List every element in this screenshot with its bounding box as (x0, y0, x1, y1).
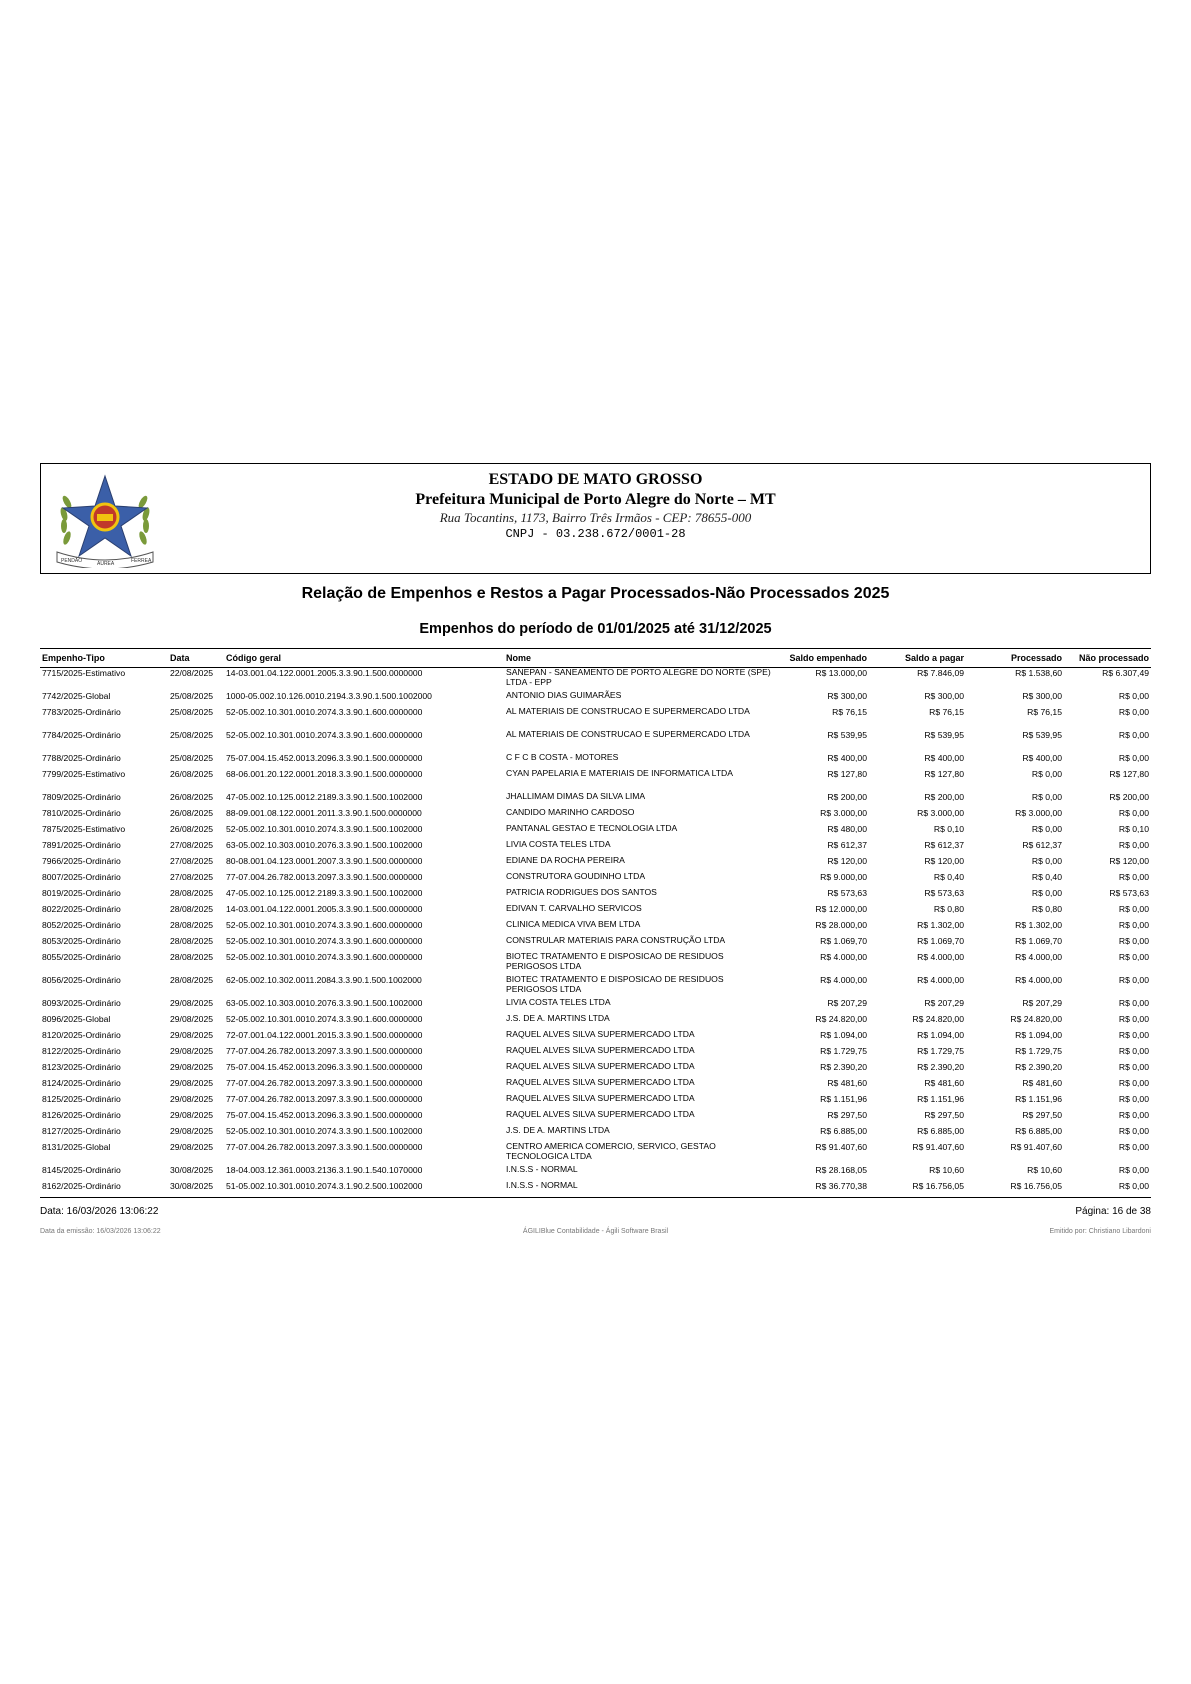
cell-saldo-empenhado: R$ 91.407,60 (815, 1142, 867, 1152)
table-row (40, 1165, 1151, 1181)
cell-data: 25/08/2025 (170, 691, 214, 701)
table-row (40, 824, 1151, 840)
cell-nao-processado: R$ 0,00 (1118, 1126, 1149, 1136)
column-header-saldo-empenhado: Saldo empenhado (774, 649, 869, 668)
cell-saldo-empenhado: R$ 300,00 (827, 691, 867, 701)
cell-nome: J.S. DE A. MARTINS LTDA (506, 1013, 610, 1023)
cell-empenho: 8123/2025-Ordinário (42, 1062, 121, 1072)
cell-data: 28/08/2025 (170, 936, 214, 946)
table-row (40, 1062, 1151, 1078)
cell-nao-processado: R$ 0,00 (1118, 998, 1149, 1008)
cell-codigo: 52-05.002.10.301.0010.2074.3.3.90.1.600.0000000 (226, 920, 423, 930)
cell-nao-processado: R$ 0,00 (1118, 1046, 1149, 1056)
table-row (40, 840, 1151, 856)
prefeitura-cnpj: CNPJ - 03.238.672/0001-28 (505, 527, 686, 541)
cell-nao-processado: R$ 120,00 (1109, 856, 1149, 866)
cell-empenho: 8019/2025-Ordinário (42, 888, 121, 898)
column-header-empenho: Empenho-Tipo (40, 649, 168, 668)
cell-empenho: 8055/2025-Ordinário (42, 952, 121, 962)
cell-saldo-pagar: R$ 3.000,00 (917, 808, 964, 818)
cell-data: 25/08/2025 (170, 707, 214, 717)
cell-processado: R$ 2.390,20 (1015, 1062, 1062, 1072)
cell-codigo: 75-07.004.15.452.0013.2096.3.3.90.1.500.0000000 (226, 1062, 423, 1072)
cell-empenho: 8124/2025-Ordinário (42, 1078, 121, 1088)
cell-saldo-empenhado: R$ 400,00 (827, 753, 867, 763)
cell-codigo: 62-05.002.10.302.0011.2084.3.3.90.1.500.1002000 (226, 975, 422, 985)
cell-codigo: 52-05.002.10.301.0010.2074.3.3.90.1.600.0000000 (226, 707, 423, 717)
table-row (40, 936, 1151, 952)
cell-nao-processado: R$ 0,00 (1118, 920, 1149, 930)
cell-processado: R$ 16.756,05 (966, 1181, 1064, 1198)
prefeitura-name: Prefeitura Municipal de Porto Alegre do Norte – MT (415, 491, 776, 508)
cell-nome: RAQUEL ALVES SILVA SUPERMERCADO LTDA (506, 1077, 695, 1087)
cell-codigo: 88-09.001.08.122.0001.2011.3.3.90.1.500.0000000 (226, 808, 422, 818)
cell-saldo-empenhado: R$ 1.094,00 (820, 1030, 867, 1040)
cell-empenho: 8053/2025-Ordinário (42, 936, 121, 946)
cell-nome: CYAN PAPELARIA E MATERIAIS DE INFORMATICA LTDA (506, 768, 733, 778)
cell-empenho: 8120/2025-Ordinário (42, 1030, 121, 1040)
table-body (40, 668, 1151, 1198)
cell-saldo-pagar: R$ 539,95 (924, 730, 964, 740)
cell-saldo-pagar: R$ 481,60 (924, 1078, 964, 1088)
table-row (40, 975, 1151, 998)
cell-codigo: 52-05.002.10.301.0010.2074.3.3.90.1.600.0000000 (226, 952, 423, 962)
footer-emission-date: Data da emissão: 16/03/2026 13:06:22 (40, 1228, 161, 1235)
empenhos-table (40, 648, 1151, 1198)
cell-empenho: 7875/2025-Estimativo (42, 824, 126, 834)
table-row (40, 1046, 1151, 1062)
cell-data: 29/08/2025 (170, 1078, 214, 1088)
cell-processado: R$ 612,37 (1022, 840, 1062, 850)
cell-nome: AL MATERIAIS DE CONSTRUCAO E SUPERMERCADO LTDA (506, 706, 750, 716)
cell-processado: R$ 6.885,00 (1015, 1126, 1062, 1136)
cell-processado: R$ 1.094,00 (1015, 1030, 1062, 1040)
state-name: ESTADO DE MATO GROSSO (488, 471, 703, 488)
footer-page-number: Página: 16 de 38 (1075, 1206, 1151, 1217)
svg-text:ÁUREA: ÁUREA (97, 561, 115, 567)
footer-date: Data: 16/03/2026 13:06:22 (40, 1206, 159, 1217)
cell-data: 29/08/2025 (170, 1062, 214, 1072)
cell-empenho: 8022/2025-Ordinário (42, 904, 121, 914)
cell-nao-processado: R$ 0,00 (1118, 753, 1149, 763)
cell-data: 28/08/2025 (170, 904, 214, 914)
table-row (40, 691, 1151, 707)
cell-codigo: 14-03.001.04.122.0001.2005.3.3.90.1.500.0000000 (226, 668, 423, 678)
cell-nome: J.S. DE A. MARTINS LTDA (506, 1125, 610, 1135)
cell-empenho: 7742/2025-Global (42, 691, 111, 701)
cell-data: 25/08/2025 (170, 753, 214, 763)
report-title: Relação de Empenhos e Restos a Pagar Processados-Não Processados 2025 (301, 585, 890, 602)
cell-processado: R$ 1.729,75 (1015, 1046, 1062, 1056)
cell-processado: R$ 4.000,00 (1015, 952, 1062, 962)
cell-saldo-pagar: R$ 0,10 (933, 824, 964, 834)
cell-saldo-pagar: R$ 2.390,20 (917, 1062, 964, 1072)
cell-data: 27/08/2025 (170, 840, 214, 850)
cell-saldo-empenhado: R$ 13.000,00 (815, 668, 867, 678)
cell-saldo-pagar: R$ 297,50 (924, 1110, 964, 1120)
cell-data: 29/08/2025 (170, 1110, 214, 1120)
cell-processado: R$ 0,00 (1031, 856, 1062, 866)
cell-codigo: 18-04.003.12.361.0003.2136.3.1.90.1.540.1070000 (226, 1165, 423, 1175)
column-header-nome: Nome (504, 649, 774, 668)
cell-codigo: 47-05.002.10.125.0012.2189.3.3.90.1.500.1002000 (226, 792, 423, 802)
period-title: Empenhos do período de 01/01/2025 até 31/12/2025 (419, 621, 772, 637)
cell-processado: R$ 1.302,00 (1015, 920, 1062, 930)
cell-data: 27/08/2025 (170, 856, 214, 866)
cell-nao-processado: R$ 0,00 (1118, 936, 1149, 946)
cell-processado: R$ 0,00 (1031, 792, 1062, 802)
cell-processado: R$ 1.151,96 (1015, 1094, 1062, 1104)
cell-nao-processado: R$ 0,00 (1118, 1030, 1149, 1040)
cell-saldo-empenhado: R$ 12.000,00 (815, 904, 867, 914)
cell-processado: R$ 0,00 (1031, 888, 1062, 898)
cell-nome: I.N.S.S - NORMAL (504, 1181, 774, 1198)
cell-processado: R$ 24.820,00 (1010, 1014, 1062, 1024)
cell-processado: R$ 91.407,60 (1010, 1142, 1062, 1152)
table-header-row (40, 649, 1151, 668)
cell-saldo-pagar: R$ 91.407,60 (912, 1142, 964, 1152)
cell-saldo-pagar: R$ 207,29 (924, 998, 964, 1008)
cell-nao-processado: R$ 0,00 (1118, 1078, 1149, 1088)
cell-nao-processado: R$ 0,00 (1118, 1165, 1149, 1175)
cell-empenho: 8127/2025-Ordinário (42, 1126, 121, 1136)
cell-saldo-empenhado: R$ 481,60 (827, 1078, 867, 1088)
column-header-saldo-pagar: Saldo a pagar (869, 649, 966, 668)
cell-codigo: 75-07.004.15.452.0013.2096.3.3.90.1.500.0000000 (226, 753, 423, 763)
cell-saldo-pagar: R$ 612,37 (924, 840, 964, 850)
cell-saldo-empenhado: R$ 1.069,70 (820, 936, 867, 946)
cell-processado: R$ 400,00 (1022, 753, 1062, 763)
cell-empenho: 7966/2025-Ordinário (42, 856, 121, 866)
cell-processado: R$ 300,00 (1022, 691, 1062, 701)
cell-empenho: 7788/2025-Ordinário (42, 753, 121, 763)
cell-processado: R$ 0,80 (1031, 904, 1062, 914)
table-row (40, 1078, 1151, 1094)
cell-nome: BIOTEC TRATAMENTO E DISPOSICAO DE RESIDUOS PERIGOSOS LTDA (506, 951, 724, 971)
table-row (40, 753, 1151, 769)
cell-data: 29/08/2025 (170, 1030, 214, 1040)
cell-nao-processado: R$ 0,00 (1118, 1110, 1149, 1120)
cell-empenho: 8131/2025-Global (42, 1142, 111, 1152)
cell-codigo: 52-05.002.10.301.0010.2074.3.3.90.1.600.0000000 (226, 936, 423, 946)
table-row (40, 808, 1151, 824)
cell-codigo: 75-07.004.15.452.0013.2096.3.3.90.1.500.0000000 (226, 1110, 423, 1120)
table-row (40, 872, 1151, 888)
cell-empenho: 7784/2025-Ordinário (42, 730, 121, 740)
cell-data: 29/08/2025 (170, 1142, 214, 1152)
cell-saldo-pagar: R$ 0,80 (933, 904, 964, 914)
cell-saldo-pagar: R$ 16.756,05 (869, 1181, 966, 1198)
cell-empenho: 8007/2025-Ordinário (42, 872, 121, 882)
table-row (40, 920, 1151, 936)
cell-saldo-empenhado: R$ 4.000,00 (820, 975, 867, 985)
cell-processado: R$ 1.538,60 (1015, 668, 1062, 678)
cell-nome: PATRICIA RODRIGUES DOS SANTOS (506, 887, 657, 897)
table-row (40, 952, 1151, 975)
cell-processado: R$ 10,60 (1027, 1165, 1062, 1175)
footer-issuer: Emitido por: Christiano Libardoni (1049, 1228, 1151, 1235)
cell-data: 22/08/2025 (170, 668, 214, 678)
cell-nao-processado: R$ 6.307,49 (1102, 668, 1149, 678)
table-row (40, 998, 1151, 1014)
table-row (40, 1142, 1151, 1165)
cell-data: 30/08/2025 (168, 1181, 224, 1198)
cell-saldo-empenhado: R$ 28.168,05 (815, 1165, 867, 1175)
cell-saldo-pagar: R$ 573,63 (924, 888, 964, 898)
cell-nome: C F C B COSTA - MOTORES (506, 752, 619, 762)
cell-nome: JHALLIMAM DIMAS DA SILVA LIMA (506, 791, 646, 801)
cell-saldo-empenhado: R$ 200,00 (827, 792, 867, 802)
cell-codigo: 52-05.002.10.301.0010.2074.3.3.90.1.500.1002000 (226, 1126, 423, 1136)
cell-nome: LIVIA COSTA TELES LTDA (506, 839, 611, 849)
cell-empenho: 8162/2025-Ordinário (40, 1181, 168, 1198)
cell-nao-processado: R$ 573,63 (1109, 888, 1149, 898)
cell-codigo: 1000-05.002.10.126.0010.2194.3.3.90.1.500.1002000 (226, 691, 432, 701)
cell-empenho: 8056/2025-Ordinário (42, 975, 121, 985)
cell-data: 27/08/2025 (170, 872, 214, 882)
column-header-processado: Processado (966, 649, 1064, 668)
cell-nome: CANDIDO MARINHO CARDOSO (506, 807, 635, 817)
cell-nome: RAQUEL ALVES SILVA SUPERMERCADO LTDA (506, 1061, 695, 1071)
cell-saldo-pagar: R$ 1.302,00 (917, 920, 964, 930)
table-row (40, 1110, 1151, 1126)
cell-saldo-empenhado: R$ 480,00 (827, 824, 867, 834)
cell-nao-processado: R$ 0,00 (1118, 872, 1149, 882)
cell-saldo-pagar: R$ 1.729,75 (917, 1046, 964, 1056)
cell-data: 29/08/2025 (170, 1094, 214, 1104)
cell-processado: R$ 3.000,00 (1015, 808, 1062, 818)
cell-empenho: 8096/2025-Global (42, 1014, 111, 1024)
cell-nome: CONSTRUTORA GOUDINHO LTDA (506, 871, 646, 881)
cell-codigo: 77-07.004.26.782.0013.2097.3.3.90.1.500.0000000 (226, 1142, 423, 1152)
cell-data: 26/08/2025 (170, 769, 214, 779)
cell-saldo-empenhado: R$ 120,00 (827, 856, 867, 866)
cell-nome: ANTONIO DIAS GUIMARÃES (506, 690, 622, 700)
svg-text:FERREA: FERREA (131, 558, 152, 564)
cell-data: 26/08/2025 (170, 824, 214, 834)
cell-nao-processado: R$ 0,00 (1118, 840, 1149, 850)
cell-codigo: 63-05.002.10.303.0010.2076.3.3.90.1.500.1002000 (226, 998, 423, 1008)
cell-codigo: 77-07.004.26.782.0013.2097.3.3.90.1.500.0000000 (226, 1094, 423, 1104)
cell-codigo: 77-07.004.26.782.0013.2097.3.3.90.1.500.0000000 (226, 872, 423, 882)
cell-nome: RAQUEL ALVES SILVA SUPERMERCADO LTDA (506, 1093, 695, 1103)
cell-nao-processado: R$ 0,00 (1118, 904, 1149, 914)
cell-data: 28/08/2025 (170, 920, 214, 930)
cell-saldo-empenhado: R$ 4.000,00 (820, 952, 867, 962)
cell-data: 28/08/2025 (170, 888, 214, 898)
cell-nao-processado: R$ 0,00 (1118, 975, 1149, 985)
cell-saldo-empenhado: R$ 24.820,00 (815, 1014, 867, 1024)
cell-codigo: 14-03.001.04.122.0001.2005.3.3.90.1.500.0000000 (226, 904, 423, 914)
cell-empenho: 8052/2025-Ordinário (42, 920, 121, 930)
cell-processado: R$ 0,00 (1031, 769, 1062, 779)
cell-saldo-pagar: R$ 4.000,00 (917, 975, 964, 985)
cell-saldo-pagar: R$ 7.846,09 (917, 668, 964, 678)
cell-codigo: 52-05.002.10.301.0010.2074.3.3.90.1.600.0000000 (226, 730, 423, 740)
cell-empenho: 8126/2025-Ordinário (42, 1110, 121, 1120)
cell-codigo: 47-05.002.10.125.0012.2189.3.3.90.1.500.1002000 (226, 888, 423, 898)
cell-processado: R$ 0,00 (1031, 824, 1062, 834)
table-row (40, 856, 1151, 872)
cell-codigo: 80-08.001.04.123.0001.2007.3.3.90.1.500.0000000 (226, 856, 423, 866)
column-header-codigo: Código geral (224, 649, 504, 668)
cell-saldo-empenhado: R$ 9.000,00 (820, 872, 867, 882)
cell-codigo: 51-05.002.10.301.0010.2074.3.1.90.2.500.1002000 (224, 1181, 504, 1198)
cell-nao-processado: R$ 127,80 (1109, 769, 1149, 779)
cell-saldo-pagar: R$ 76,15 (929, 707, 964, 717)
cell-empenho: 7799/2025-Estimativo (42, 769, 126, 779)
cell-saldo-empenhado: R$ 6.885,00 (820, 1126, 867, 1136)
cell-nome: CONSTRULAR MATERIAIS PARA CONSTRUÇÃO LTDA (506, 935, 726, 945)
cell-data: 26/08/2025 (170, 792, 214, 802)
cell-saldo-empenhado: R$ 573,63 (827, 888, 867, 898)
cell-saldo-empenhado: R$ 2.390,20 (820, 1062, 867, 1072)
cell-saldo-empenhado: R$ 1.729,75 (820, 1046, 867, 1056)
cell-nome: RAQUEL ALVES SILVA SUPERMERCADO LTDA (506, 1109, 695, 1119)
table-row (40, 668, 1151, 692)
table-row (40, 730, 1151, 753)
cell-saldo-pagar: R$ 200,00 (924, 792, 964, 802)
cell-empenho: 7810/2025-Ordinário (42, 808, 121, 818)
cell-saldo-pagar: R$ 120,00 (924, 856, 964, 866)
cell-saldo-pagar: R$ 24.820,00 (912, 1014, 964, 1024)
cell-nome: LIVIA COSTA TELES LTDA (506, 997, 611, 1007)
cell-saldo-pagar: R$ 1.094,00 (917, 1030, 964, 1040)
cell-processado: R$ 4.000,00 (1015, 975, 1062, 985)
table-row (40, 1014, 1151, 1030)
cell-nao-processado: R$ 0,00 (1118, 1142, 1149, 1152)
cell-empenho: 8125/2025-Ordinário (42, 1094, 121, 1104)
cell-nome: EDIANE DA ROCHA PEREIRA (506, 855, 625, 865)
cell-nome: PANTANAL GESTAO E TECNOLOGIA LTDA (506, 823, 678, 833)
cell-processado: R$ 207,29 (1022, 998, 1062, 1008)
cell-saldo-pagar: R$ 127,80 (924, 769, 964, 779)
cell-codigo: 52-05.002.10.301.0010.2074.3.3.90.1.600.0000000 (226, 1014, 423, 1024)
cell-data: 28/08/2025 (170, 952, 214, 962)
cell-saldo-empenhado: R$ 207,29 (827, 998, 867, 1008)
cell-nome: RAQUEL ALVES SILVA SUPERMERCADO LTDA (506, 1029, 695, 1039)
cell-nome: EDIVAN T. CARVALHO SERVICOS (506, 903, 642, 913)
cell-nome: AL MATERIAIS DE CONSTRUCAO E SUPERMERCADO LTDA (506, 729, 750, 739)
cell-nao-processado: R$ 0,00 (1118, 1014, 1149, 1024)
table-row (40, 769, 1151, 792)
cell-data: 25/08/2025 (170, 730, 214, 740)
cell-data: 30/08/2025 (170, 1165, 214, 1175)
cell-nome: CENTRO AMERICA COMERCIO, SERVICO, GESTAO TECNOLOGICA LTDA (506, 1141, 716, 1161)
cell-codigo: 63-05.002.10.303.0010.2076.3.3.90.1.500.1002000 (226, 840, 423, 850)
cell-saldo-empenhado: R$ 28.000,00 (815, 920, 867, 930)
cell-nao-processado: R$ 0,10 (1118, 824, 1149, 834)
cell-processado: R$ 0,40 (1031, 872, 1062, 882)
cell-empenho: 7809/2025-Ordinário (42, 792, 121, 802)
cell-saldo-pagar: R$ 10,60 (929, 1165, 964, 1175)
cell-empenho: 8122/2025-Ordinário (42, 1046, 121, 1056)
cell-nao-processado: R$ 0,00 (1118, 952, 1149, 962)
table-row (40, 1094, 1151, 1110)
cell-processado: R$ 539,95 (1022, 730, 1062, 740)
cell-nao-processado: R$ 0,00 (1118, 691, 1149, 701)
prefeitura-address: Rua Tocantins, 1173, Bairro Três Irmãos - CEP: 78655-000 (439, 510, 752, 525)
report-header (40, 463, 1151, 574)
cell-saldo-empenhado: R$ 1.151,96 (820, 1094, 867, 1104)
cell-codigo: 77-07.004.26.782.0013.2097.3.3.90.1.500.0000000 (226, 1046, 423, 1056)
cell-nao-processado: R$ 200,00 (1109, 792, 1149, 802)
cell-saldo-empenhado: R$ 297,50 (827, 1110, 867, 1120)
svg-text:PENDÃO: PENDÃO (61, 558, 83, 564)
footer-software: ÁGILIBlue Contabilidade - Ágili Software Brasil (522, 1228, 669, 1235)
cell-processado: R$ 481,60 (1022, 1078, 1062, 1088)
cell-saldo-pagar: R$ 1.151,96 (917, 1094, 964, 1104)
cell-nao-processado: R$ 0,00 (1118, 707, 1149, 717)
cell-saldo-pagar: R$ 6.885,00 (917, 1126, 964, 1136)
cell-empenho: 7891/2025-Ordinário (42, 840, 121, 850)
table-row (40, 1126, 1151, 1142)
cell-codigo: 68-06.001.20.122.0001.2018.3.3.90.1.500.0000000 (226, 769, 423, 779)
cell-data: 26/08/2025 (170, 808, 214, 818)
cell-saldo-empenhado: R$ 127,80 (827, 769, 867, 779)
cell-nao-processado: R$ 0,00 (1118, 730, 1149, 740)
table-row (40, 904, 1151, 920)
cell-saldo-empenhado: R$ 3.000,00 (820, 808, 867, 818)
table-row (40, 707, 1151, 730)
cell-nao-processado: R$ 0,00 (1118, 1062, 1149, 1072)
cell-processado: R$ 297,50 (1022, 1110, 1062, 1120)
cell-processado: R$ 1.069,70 (1015, 936, 1062, 946)
cell-saldo-empenhado: R$ 612,37 (827, 840, 867, 850)
cell-saldo-pagar: R$ 300,00 (924, 691, 964, 701)
cell-saldo-pagar: R$ 4.000,00 (917, 952, 964, 962)
cell-nao-processado: R$ 0,00 (1064, 1181, 1151, 1198)
cell-nome: BIOTEC TRATAMENTO E DISPOSICAO DE RESIDUOS PERIGOSOS LTDA (506, 974, 724, 994)
cell-data: 29/08/2025 (170, 1126, 214, 1136)
cell-nome: RAQUEL ALVES SILVA SUPERMERCADO LTDA (506, 1045, 695, 1055)
cell-nome: SANEPAN - SANEAMENTO DE PORTO ALEGRE DO NORTE (SPE) LTDA - EPP (506, 667, 771, 687)
column-header-nao-processado: Não processado (1064, 649, 1151, 668)
table-row (40, 1181, 1151, 1198)
cell-nao-processado: R$ 0,00 (1118, 808, 1149, 818)
cell-empenho: 7715/2025-Estimativo (42, 668, 126, 678)
cell-nome: I.N.S.S - NORMAL (506, 1164, 578, 1174)
table-row (40, 792, 1151, 808)
cell-empenho: 8145/2025-Ordinário (42, 1165, 121, 1175)
cell-data: 29/08/2025 (170, 998, 214, 1008)
cell-nao-processado: R$ 0,00 (1118, 1094, 1149, 1104)
cell-empenho: 8093/2025-Ordinário (42, 998, 121, 1008)
cell-processado: R$ 76,15 (1027, 707, 1062, 717)
cell-codigo: 72-07.001.04.122.0001.2015.3.3.90.1.500.0000000 (226, 1030, 423, 1040)
cell-data: 29/08/2025 (170, 1014, 214, 1024)
cell-empenho: 7783/2025-Ordinário (42, 707, 121, 717)
cell-codigo: 52-05.002.10.301.0010.2074.3.3.90.1.500.1002000 (226, 824, 423, 834)
table-row (40, 888, 1151, 904)
cell-saldo-pagar: R$ 1.069,70 (917, 936, 964, 946)
cell-saldo-empenhado: R$ 539,95 (827, 730, 867, 740)
table-row (40, 1030, 1151, 1046)
cell-codigo: 77-07.004.26.782.0013.2097.3.3.90.1.500.0000000 (226, 1078, 423, 1088)
cell-saldo-empenhado: R$ 76,15 (832, 707, 867, 717)
cell-saldo-empenhado: R$ 36.770,38 (774, 1181, 869, 1198)
cell-data: 28/08/2025 (170, 975, 214, 985)
column-header-data: Data (168, 649, 224, 668)
cell-saldo-pagar: R$ 0,40 (933, 872, 964, 882)
cell-data: 29/08/2025 (170, 1046, 214, 1056)
cell-nome: CLINICA MEDICA VIVA BEM LTDA (506, 919, 641, 929)
cell-saldo-pagar: R$ 400,00 (924, 753, 964, 763)
